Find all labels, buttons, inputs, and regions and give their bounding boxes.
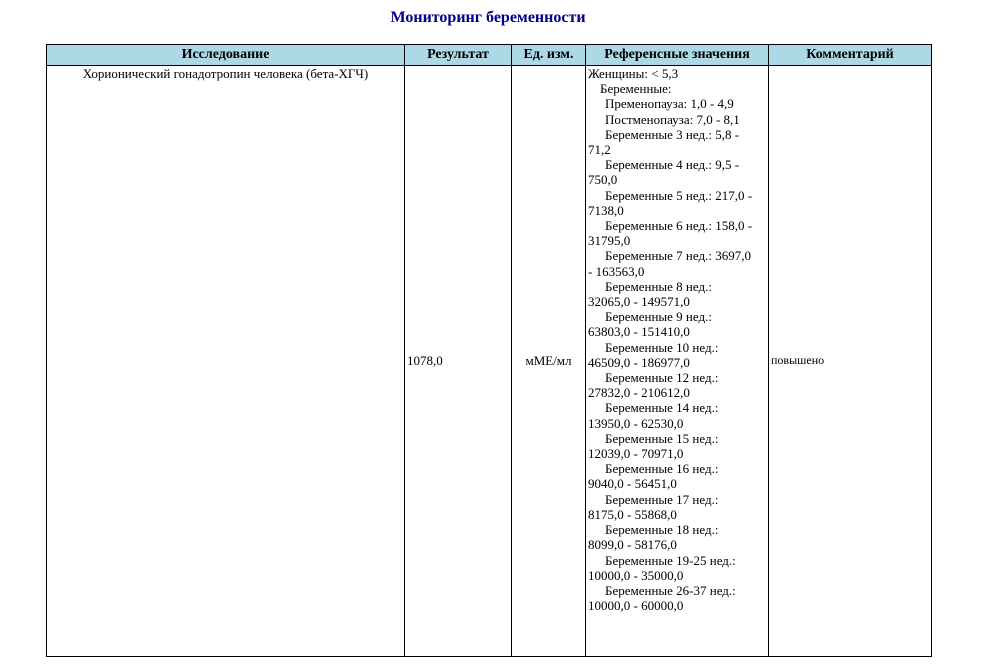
reference-line: Беременные 4 нед.: 9,5 - <box>605 157 740 173</box>
results-table <box>46 44 932 657</box>
reference-line: 750,0 <box>588 172 618 188</box>
reference-line: Беременные 18 нед.: <box>605 522 719 538</box>
page-title: Мониторинг беременности <box>390 9 586 26</box>
header-comment: Комментарий <box>769 45 932 66</box>
reference-line: Постменопауза: 7,0 - 8,1 <box>605 111 740 127</box>
reference-line: 8175,0 - 55868,0 <box>588 506 677 522</box>
header-test: Исследование <box>47 45 405 66</box>
reference-values-cell <box>586 66 769 657</box>
reference-line: 10000,0 - 35000,0 <box>588 567 684 583</box>
reference-line: 63803,0 - 151410,0 <box>588 324 690 340</box>
reference-line: Беременные 19-25 нед.: <box>605 552 736 568</box>
reference-line: Беременные 8 нед.: <box>605 278 712 294</box>
reference-line: Женщины: < 5,3 <box>588 66 679 81</box>
reference-line: Беременные 7 нед.: 3697,0 <box>605 248 751 264</box>
reference-line: 10000,0 - 60000,0 <box>588 598 684 614</box>
reference-line: 27832,0 - 210612,0 <box>588 385 690 401</box>
reference-line: 13950,0 - 62530,0 <box>588 415 684 431</box>
reference-line: Беременные 12 нед.: <box>605 370 719 386</box>
comment-cell: повышено <box>769 66 932 657</box>
reference-line: Беременные 10 нед.: <box>605 339 719 355</box>
reference-line: Беременные 3 нед.: 5,8 - <box>605 126 740 142</box>
header-reference: Референсные значения <box>586 45 769 66</box>
header-unit: Ед. изм. <box>512 45 586 66</box>
result-value-cell: 1078,0 <box>405 66 512 657</box>
reference-line: Беременные 17 нед.: <box>605 491 719 507</box>
table-header-row <box>47 45 932 66</box>
reference-line: Беременные 6 нед.: 158,0 - <box>605 218 753 234</box>
reference-line: Пременопауза: 1,0 - 4,9 <box>605 96 734 112</box>
reference-line: 7138,0 <box>588 202 624 218</box>
unit-cell: мМЕ/мл <box>512 66 586 657</box>
reference-line: 31795,0 <box>588 233 631 249</box>
reference-line: Беременные 16 нед.: <box>605 461 719 477</box>
reference-line: - 163563,0 <box>588 263 645 279</box>
reference-line: 9040,0 - 56451,0 <box>588 476 677 492</box>
reference-line: 46509,0 - 186977,0 <box>588 354 690 370</box>
reference-line: Беременные 9 нед.: <box>605 309 712 325</box>
reference-line: Беременные 5 нед.: 217,0 - <box>605 187 753 203</box>
table-row <box>47 66 932 657</box>
reference-line: 12039,0 - 70971,0 <box>588 446 684 462</box>
reference-line: Беременные: <box>600 81 672 97</box>
reference-line: 32065,0 - 149571,0 <box>588 294 690 310</box>
header-result: Результат <box>405 45 512 66</box>
reference-line: Беременные 14 нед.: <box>605 400 719 416</box>
reference-line: Беременные 15 нед.: <box>605 430 719 446</box>
reference-line: 71,2 <box>588 142 611 158</box>
reference-line: Беременные 26-37 нед.: <box>605 582 736 598</box>
test-name-cell: Хорионический гонадотропин человека (бета-ХГЧ) <box>47 66 405 657</box>
reference-line: 8099,0 - 58176,0 <box>588 537 677 553</box>
